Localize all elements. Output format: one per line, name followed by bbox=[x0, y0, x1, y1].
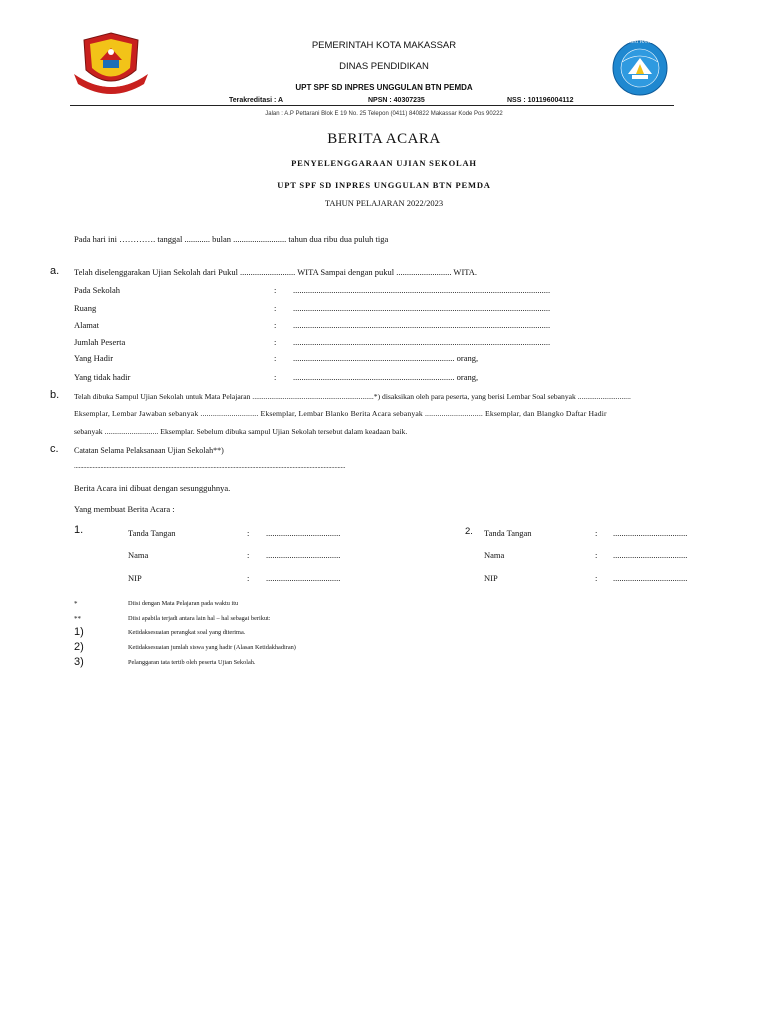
document-title: BERITA ACARA bbox=[327, 131, 441, 147]
field-value: ......................................................................................................................... bbox=[293, 320, 551, 330]
header-line3: UPT SPF SD INPRES UNGGULAN BTN PEMDA bbox=[295, 83, 473, 92]
field-value: ......................................................................................................................... bbox=[293, 337, 551, 347]
signer-1-marker: 1. bbox=[74, 524, 84, 536]
note-2-text: Diisi apabila terjadi antara lain hal – hal sebagai berikut: bbox=[128, 615, 271, 622]
signer-label: Tanda Tangan bbox=[128, 528, 176, 538]
akreditasi-label: Terakreditasi : A bbox=[229, 97, 284, 104]
note-item-marker: 1) bbox=[74, 626, 84, 638]
note-item-text: Ketidaksesuaian perangkat soal yang diterima. bbox=[128, 629, 246, 636]
signer-value: ................................... bbox=[613, 550, 688, 560]
closing-text: Berita Acara ini dibuat dengan sesungguhnya. bbox=[74, 483, 231, 493]
logo-motto-text: TUT WURI HANDAYANI bbox=[614, 39, 668, 44]
note-1-text: Diisi dengan Mata Pelajaran pada waktu itu bbox=[128, 600, 239, 607]
signer-value: ................................... bbox=[613, 528, 688, 538]
field-colon: : bbox=[274, 337, 277, 347]
field-label: Yang tidak hadir bbox=[74, 372, 131, 382]
header-address: Jalan : A.P Pettarani Blok E 19 No. 25 Telepon (0411) 840822 Makassar Kode Pos 90222 bbox=[265, 111, 503, 117]
intro-line: Pada hari ini …………. tanggal ............ bulan ......................... tahun dua ribu dua puluh tiga bbox=[74, 234, 389, 244]
note-item-text: Pelanggaran tata tertib oleh peserta Ujian Sekolah. bbox=[128, 659, 256, 666]
section-c-text: Catatan Selama Pelaksanaan Ujian Sekolah**) bbox=[74, 446, 224, 455]
title-sub2: UPT SPF SD INPRES UNGGULAN BTN PEMDA bbox=[277, 180, 491, 190]
title-year: TAHUN PELAJARAN 2022/2023 bbox=[324, 198, 444, 208]
signer-value: ................................... bbox=[266, 573, 341, 583]
section-b-line1: Telah dibuka Sampul Ujian Sekolah untuk Mata Pelajaran ................................................................*) disaksikan oleh para peserta, yang berisi Lembar Soal sebanyak ............................ bbox=[74, 392, 631, 401]
signer-value: ................................... bbox=[266, 528, 341, 538]
field-colon: : bbox=[274, 320, 277, 330]
field-value: ......................................................................................................................... bbox=[293, 285, 551, 295]
signer-colon: : bbox=[247, 550, 250, 560]
field-label: Ruang bbox=[74, 303, 97, 313]
field-label: Pada Sekolah bbox=[74, 285, 121, 295]
signer-2-marker: 2. bbox=[465, 526, 473, 537]
signer-label: Tanda Tangan bbox=[484, 528, 532, 538]
signer-value: ................................... bbox=[266, 550, 341, 560]
field-label: Jumlah Peserta bbox=[74, 337, 126, 347]
note-item-marker: 2) bbox=[74, 641, 84, 653]
note-2-marker: ** bbox=[74, 615, 81, 623]
signer-label: NIP bbox=[128, 573, 142, 583]
field-value: ............................................................................ orang, bbox=[293, 372, 479, 382]
signer-colon: : bbox=[595, 550, 598, 560]
npsn-label: NPSN : 40307235 bbox=[368, 97, 425, 104]
section-b-line3: sebanyak ............................ Eksemplar. Sebelum dibuka sampul Ujian Sekolah tersebut dalam keadaan baik. bbox=[74, 427, 408, 436]
signer-label: Nama bbox=[128, 550, 149, 560]
field-value: ............................................................................ orang, bbox=[293, 353, 479, 363]
section-a-marker: a. bbox=[50, 265, 60, 277]
note-1-marker: * bbox=[74, 600, 78, 608]
note-item-marker: 3) bbox=[74, 656, 84, 668]
field-colon: : bbox=[274, 372, 277, 382]
signer-colon: : bbox=[595, 528, 598, 538]
signer-label: NIP bbox=[484, 573, 498, 583]
section-c-marker: c. bbox=[50, 443, 59, 455]
field-colon: : bbox=[274, 353, 277, 363]
section-b-marker: b. bbox=[50, 389, 60, 401]
section-c-dots: ............................................................................................................................................................................... bbox=[74, 462, 346, 470]
section-a-text: Telah diselenggarakan Ujian Sekolah dari Pukul .......................... WITA Sampai dengan pukul .......................... WITA. bbox=[74, 267, 478, 277]
signer-label: Nama bbox=[484, 550, 505, 560]
field-colon: : bbox=[274, 303, 277, 313]
title-sub1: PENYELENGGARAAN UJIAN SEKOLAH bbox=[291, 158, 477, 168]
field-label: Alamat bbox=[74, 320, 100, 330]
field-value: ......................................................................................................................... bbox=[293, 303, 551, 313]
section-b-line2: Eksemplar, Lembar Jawaban sebanyak ............................ Eksemplar, Lembar Blanko Berita Acara sebanyak ............................ Eksemplar, dan Blangko Daftar Hadir bbox=[74, 409, 607, 418]
note-item-text: Ketidaksesuaian jumlah siswa yang hadir (Alasan Ketidakhadiran) bbox=[128, 644, 296, 651]
nss-label: NSS : 101196004112 bbox=[507, 97, 574, 104]
signer-colon: : bbox=[247, 528, 250, 538]
header-divider bbox=[70, 105, 674, 106]
header-line2: DINAS PENDIDIKAN bbox=[339, 61, 429, 72]
signer-colon: : bbox=[247, 573, 250, 583]
header-line1: PEMERINTAH KOTA MAKASSAR bbox=[311, 40, 457, 51]
signers-intro: Yang membuat Berita Acara : bbox=[74, 504, 175, 514]
field-label: Yang Hadir bbox=[74, 353, 114, 363]
field-colon: : bbox=[274, 285, 277, 295]
signer-value: ................................... bbox=[613, 573, 688, 583]
signer-colon: : bbox=[595, 573, 598, 583]
